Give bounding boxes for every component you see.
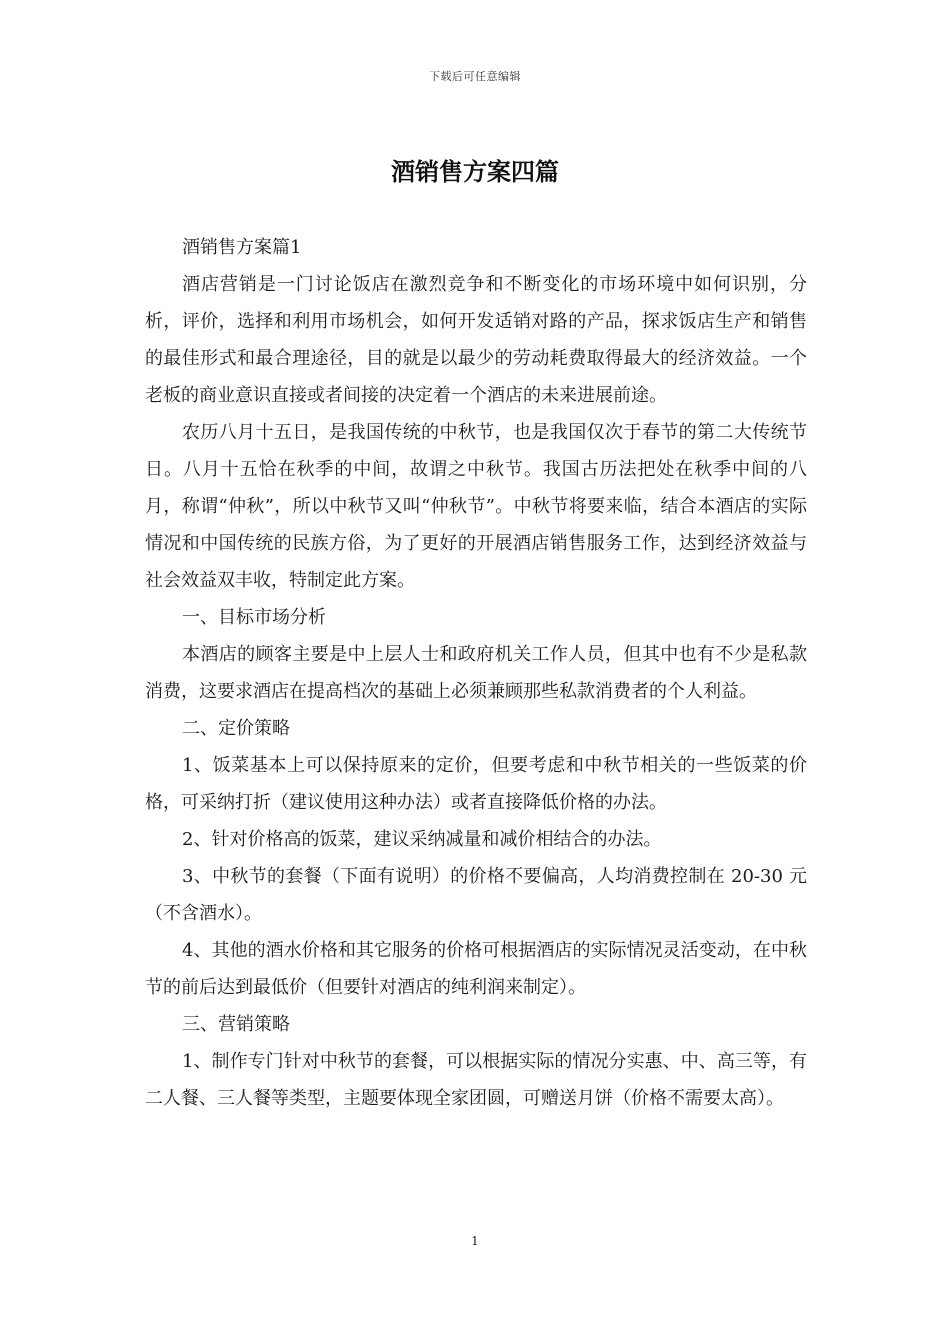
document-title: 酒销售方案四篇 [391, 157, 559, 186]
pricing-item-3: 3、中秋节的套餐（下面有说明）的价格不要偏高，人均消费控制在 20-30 元（不含酒水）。 [145, 866, 807, 924]
paragraph-marketing-intro: 酒店营销是一门讨论饭店在激烈竞争和不断变化的市场环境中如何识别，分析，评价，选择和利用市场机会，如何开发适销对路的产品，探求饭店生产和销售的最佳形式和最合理途径，目的就是以最少的劳动耗费取得最大的经济效益。一个老板的商业意识直接或者间接的决定着一个酒店的未来进展前途。 [145, 274, 807, 406]
page-number: 1 [471, 1234, 479, 1248]
document-body [145, 229, 807, 1117]
page-header-note: 下载后可任意编辑 [429, 70, 521, 83]
section-heading-target-market: 一、目标市场分析 [182, 607, 326, 628]
pricing-item-2: 2、针对价格高的饭菜，建议采纳减量和减价相结合的办法。 [182, 829, 662, 850]
pricing-item-4: 4、其他的酒水价格和其它服务的价格可根据酒店的实际情况灵活变动，在中秋节的前后达到最低价（但要针对酒店的纯利润来制定）。 [145, 940, 807, 998]
paragraph-mid-autumn-background: 农历八月十五日，是我国传统的中秋节，也是我国仅次于春节的第二大传统节日。八月十五恰在秋季的中间，故谓之中秋节。我国古历法把处在秋季中间的八月，称谓“仲秋”，所以中秋节又叫“仲秋节”。中秋节将要来临，结合本酒店的实际情况和中国传统的民族方俗，为了更好的开展酒店销售服务工作，达到经济效益与社会效益双丰收，特制定此方案。 [145, 422, 807, 591]
section-heading-plan-1: 酒销售方案篇1 [182, 237, 302, 258]
paragraph-target-market: 本酒店的顾客主要是中上层人士和政府机关工作人员，但其中也有不少是私款消费，这要求酒店在提高档次的基础上必须兼顾那些私款消费者的个人利益。 [145, 644, 807, 702]
marketing-item-1: 1、制作专门针对中秋节的套餐，可以根据实际的情况分实惠、中、高三等，有二人餐、三人餐等类型，主题要体现全家团圆，可赠送月饼（价格不需要太高）。 [145, 1051, 807, 1109]
pricing-item-1: 1、饭菜基本上可以保持原来的定价，但要考虑和中秋节相关的一些饭菜的价格，可采纳打折（建议使用这种办法）或者直接降低价格的办法。 [145, 755, 807, 813]
section-heading-marketing: 三、营销策略 [182, 1014, 290, 1035]
section-heading-pricing: 二、定价策略 [182, 718, 290, 739]
